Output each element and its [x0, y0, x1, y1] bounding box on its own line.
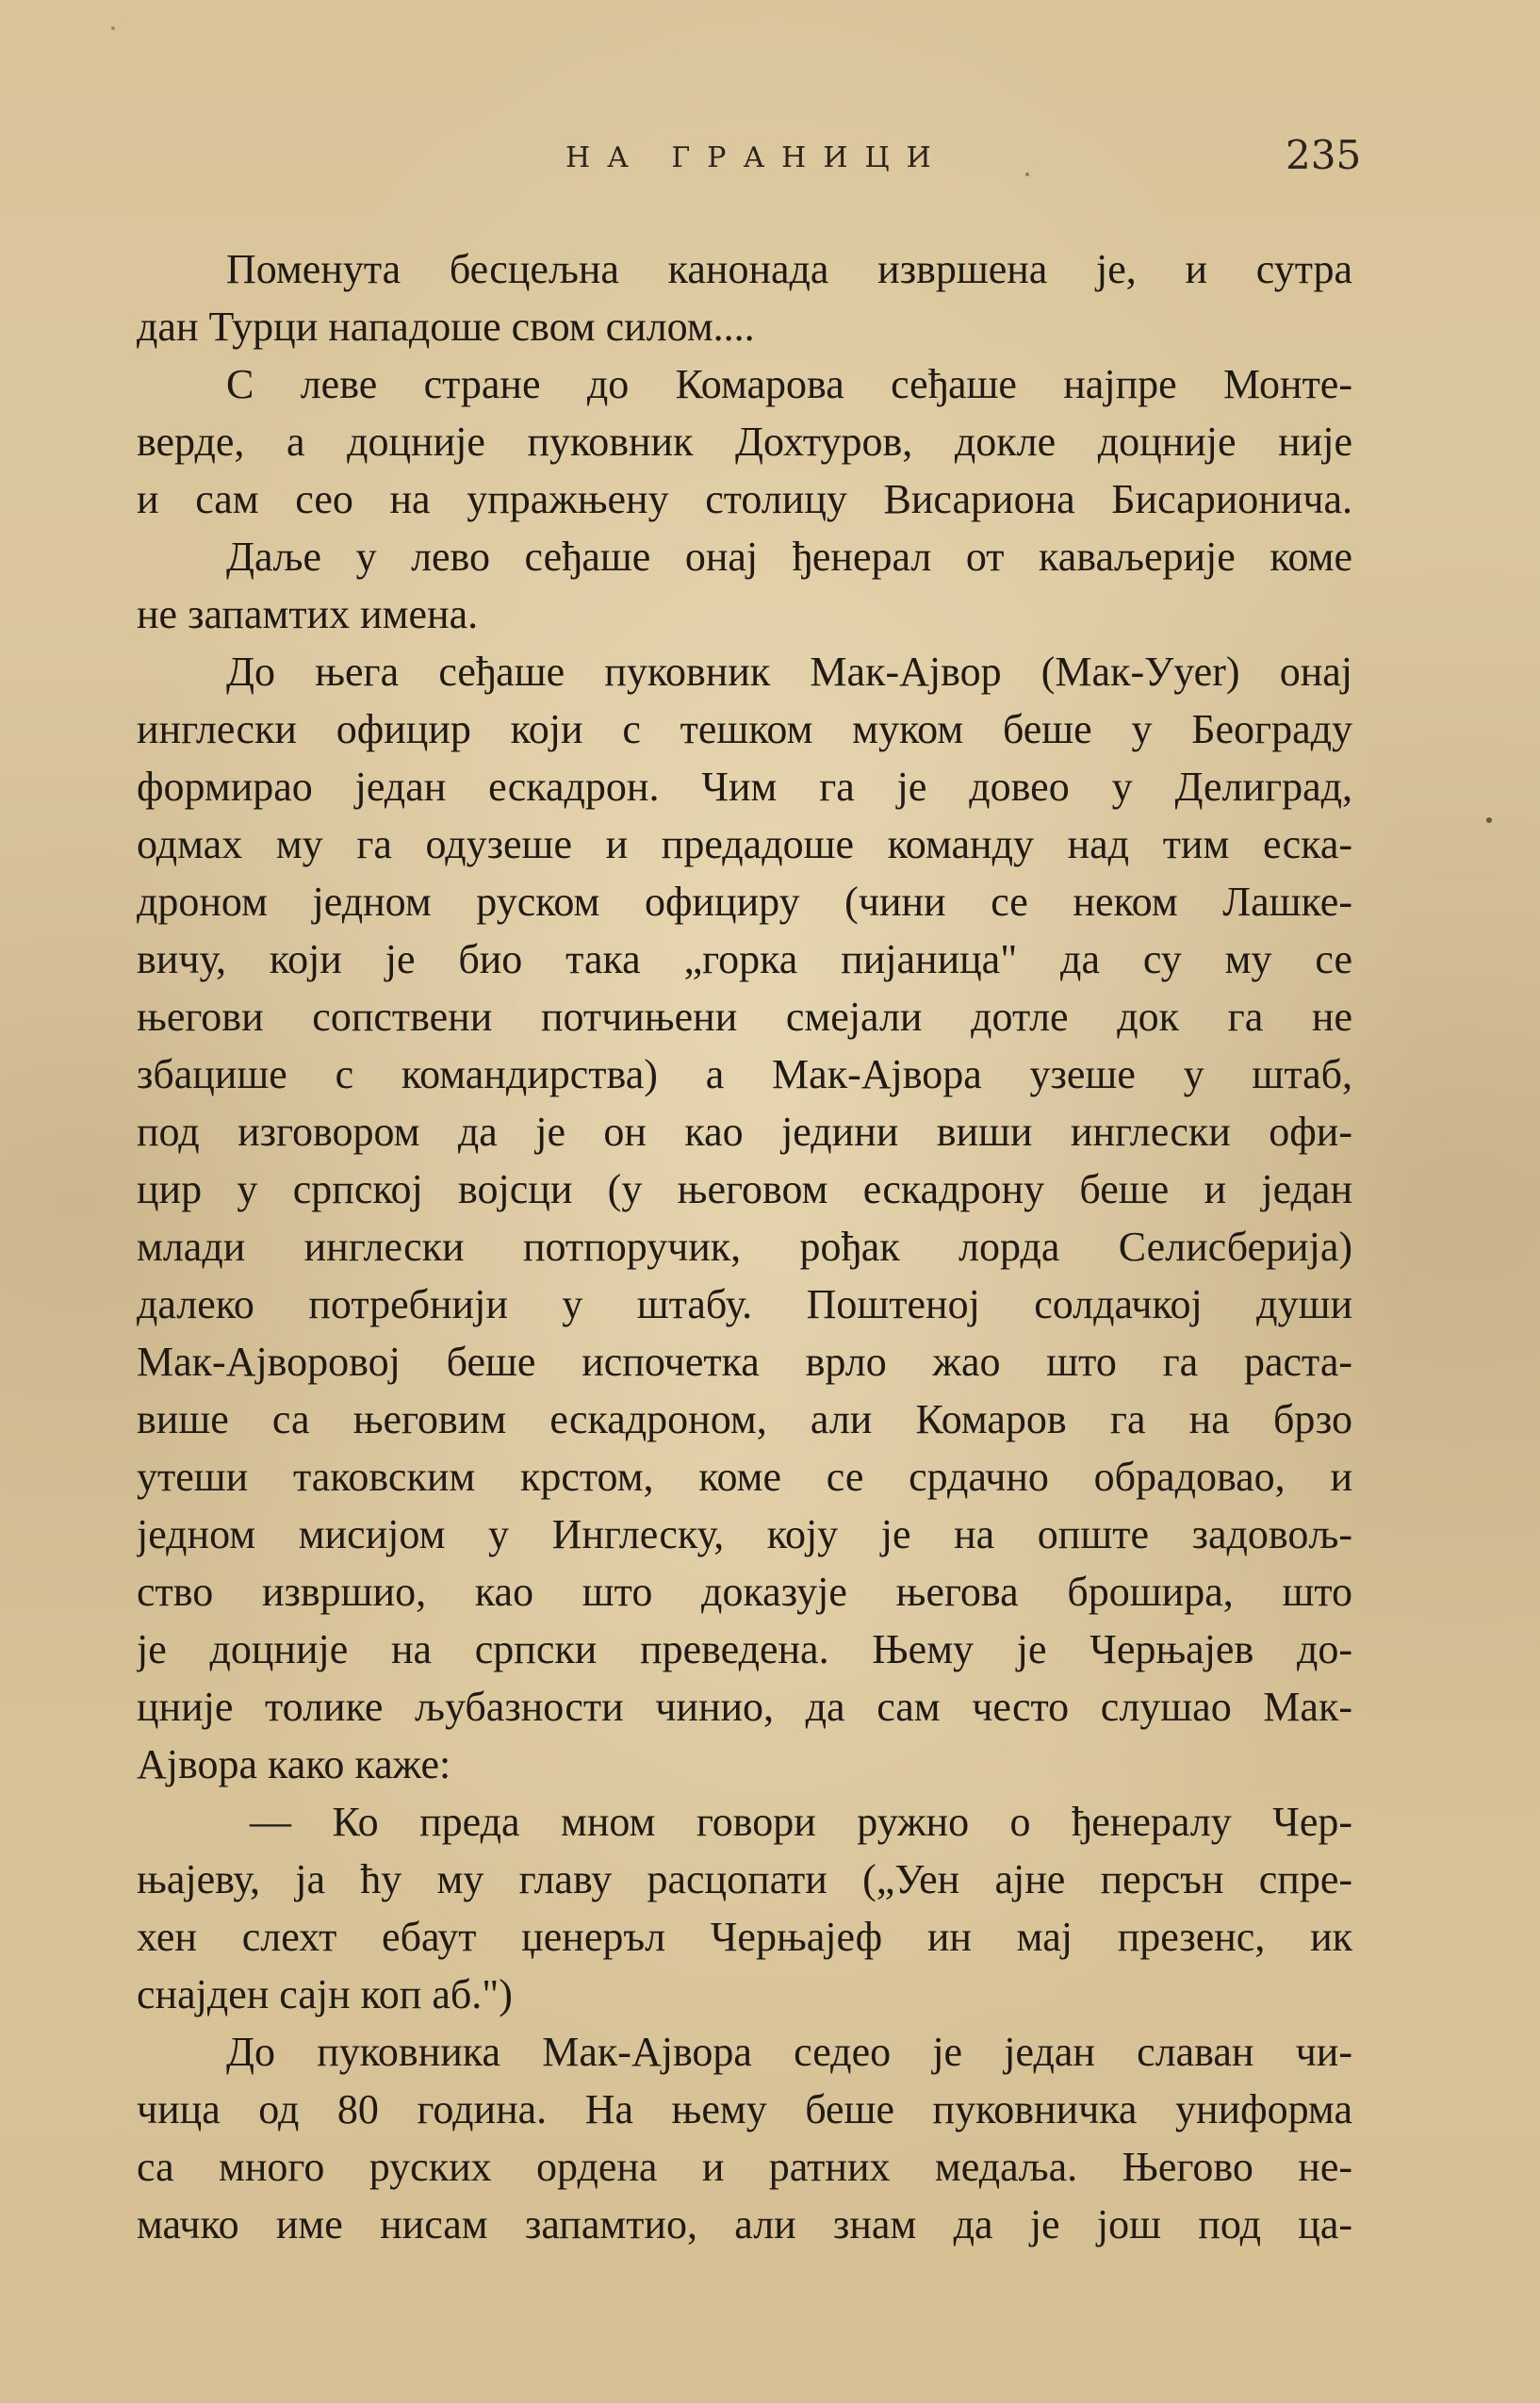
- text-line: мачко име нисам запамтио, али знам да је још под ца-: [137, 2201, 1352, 2247]
- text-line: снајден сајн коп аб."): [137, 1971, 513, 2017]
- text-line: и сам сео на упражњену столицу Висариона Бисарионича.: [137, 476, 1352, 522]
- text-line: формирао један ескадрон. Чим га је довео у Делиград,: [137, 764, 1352, 810]
- text-line: једном мисијом у Инглеску, коју је на опште задовољ-: [137, 1511, 1352, 1557]
- text-line: инглески официр који с тешком муком беше у Београду: [137, 706, 1352, 752]
- page-number: 235: [1286, 132, 1362, 178]
- text-line: под изговором да је он као једини виши инглески офи-: [137, 1109, 1352, 1155]
- text-line: — Ко преда мном говори ружно о ђенералу Чер-: [250, 1799, 1352, 1845]
- text-line: До пуковника Мак-Ајвора седео је један славан чи-: [226, 2029, 1352, 2075]
- text-line: далеко потребнији у штабу. Поштеној солдачкој души: [137, 1281, 1352, 1327]
- text-line: До њега сеђаше пуковник Мак-Ајвор (Мак-Ууеr) онај: [226, 649, 1352, 695]
- text-line: млади инглески потпоручик, рођак лорда Селисберија): [137, 1224, 1352, 1270]
- text-line: Мак-Ајворовој беше испочетка врло жао што га раста-: [137, 1339, 1352, 1385]
- text-line: Поменута бесцељна канонада извршена је, и сутра: [226, 246, 1352, 292]
- text-line: цир у српској војсци (у његовом ескадрону беше и један: [137, 1166, 1352, 1212]
- text-line: верде, а доцније пуковник Дохтуров, докле доцније није: [137, 419, 1352, 465]
- text-line: дан Турци нападоше свом силом....: [137, 304, 755, 350]
- text-line: одмах му га одузеше и предадоше команду над тим еска-: [137, 821, 1352, 867]
- text-line: С леве стране до Комарова сеђаше најпре Монте-: [226, 361, 1352, 407]
- text-line: збацише с командирства) а Мак-Ајвора узеше у штаб,: [137, 1051, 1352, 1097]
- text-line: хен слехт ебаут џенеръл Черњајеф ин мај презенс, ик: [137, 1914, 1352, 1960]
- text-line: цније толике љубазности чинио, да сам често слушао Мак-: [137, 1684, 1352, 1730]
- body-text: [137, 240, 1352, 2253]
- text-line: не запамтих имена.: [137, 591, 479, 637]
- text-line: дроном једном руском официру (чини се неком Лашке-: [137, 879, 1352, 925]
- text-line: Даље у лево сеђаше онај ђенерал от каваљерије коме: [226, 534, 1352, 580]
- text-line: утеши таковским крстом, коме се срдачно обрадовао, и: [137, 1454, 1352, 1500]
- text-line: ство извршио, као што доказује његова брошира, што: [137, 1569, 1352, 1615]
- text-line: више са његовим ескадроном, али Комаров га на брзо: [137, 1396, 1352, 1442]
- text-line: Ајвора како каже:: [137, 1741, 451, 1787]
- text-line: је доцније на српски преведена. Њему је Черњајев до-: [137, 1626, 1352, 1672]
- text-line: њајеву, ја ћу му главу расцопати („Уен ајне персън спре-: [137, 1856, 1352, 1902]
- text-line: вичу, који је био така „горка пијаница" да су му се: [137, 936, 1352, 982]
- text-line: његови сопствени потчињени смејали дотле док га не: [137, 994, 1352, 1040]
- running-title: НА ГРАНИЦИ: [565, 141, 948, 174]
- text-line: чица од 80 година. На њему беше пуковничка униформа: [137, 2086, 1352, 2132]
- text-line: са много руских ордена и ратних медаља. Његово не-: [137, 2144, 1352, 2190]
